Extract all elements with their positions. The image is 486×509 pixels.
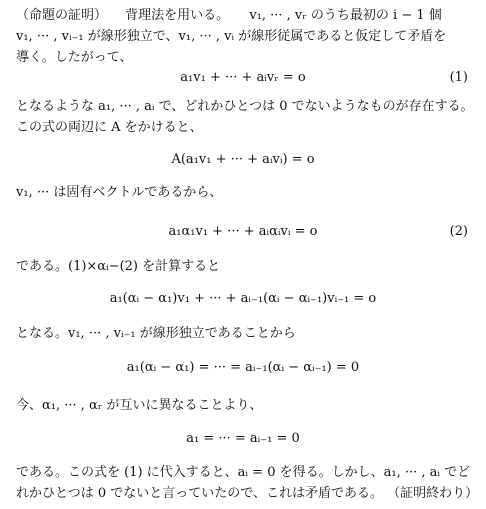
- equation-1-body: a₁v₁ + ··· + aᵢvᵣ = o: [180, 70, 306, 85]
- equation-3: [0, 222, 486, 242]
- text-line-11: [16, 484, 479, 504]
- text-line-1: v₁, ··· , vᵣ のうち最初の i − 1 個: [249, 8, 442, 23]
- proof-heading: （命題の証明）: [16, 8, 108, 23]
- text-line-5: この式の両辺に A をかけると、: [16, 120, 203, 135]
- text-line-6: v₁, ··· は固有ベクトルであるから、: [16, 185, 223, 200]
- proof-intro: 背理法を用いる。: [125, 8, 230, 23]
- text-line-9: 今、α₁, ··· , αᵣ が互いに異なることより、: [16, 398, 263, 413]
- equation-2-body: A(a₁v₁ + ··· + aᵢvᵢ) = o: [171, 152, 315, 167]
- equation-1: [0, 68, 486, 88]
- equation-1-number: (1): [449, 70, 468, 85]
- text-line-7: である。(1)×αᵢ−(2) を計算すると: [16, 259, 221, 274]
- equation-3-number: (2): [449, 224, 468, 239]
- proof-line-1: [16, 6, 474, 26]
- equation-6-body: a₁ = ··· = aᵢ₋₁ = 0: [186, 431, 300, 446]
- equation-6: [0, 429, 486, 449]
- text-line-11-body: れかひとつは 0 でないと言っていたので、これは矛盾である。: [16, 486, 384, 501]
- text-line-4: となるような a₁, ··· , aᵢ で、どれかひとつは 0 でないようなものが存在する。: [16, 99, 474, 114]
- text-line-3: 導く。したがって、: [16, 50, 133, 65]
- equation-5: [0, 358, 486, 378]
- text-line-8: となる。v₁, ··· , vᵢ₋₁ が線形独立であることから: [16, 326, 296, 341]
- text-line-10: である。この式を (1) に代入すると、aᵢ = 0 を得る。しかし、a₁, ··· , aᵢ でど: [16, 465, 471, 480]
- equation-3-body: a₁α₁v₁ + ··· + aᵢαᵢvᵢ = o: [168, 224, 318, 239]
- text-line-2: v₁, ··· , vᵢ₋₁ が線形独立で、v₁, ··· , vᵢ が線形従属であると仮定して矛盾を: [16, 29, 447, 44]
- equation-2: [0, 150, 486, 170]
- equation-4: [0, 289, 486, 309]
- equation-5-body: a₁(αᵢ − α₁) = ··· = aᵢ₋₁(αᵢ − αᵢ₋₁) = 0: [126, 360, 360, 375]
- equation-4-body: a₁(αᵢ − α₁)v₁ + ··· + aᵢ₋₁(αᵢ − αᵢ₋₁)vᵢ₋₁ = o: [109, 291, 377, 306]
- proof-closing: （証明終わり）: [387, 486, 479, 501]
